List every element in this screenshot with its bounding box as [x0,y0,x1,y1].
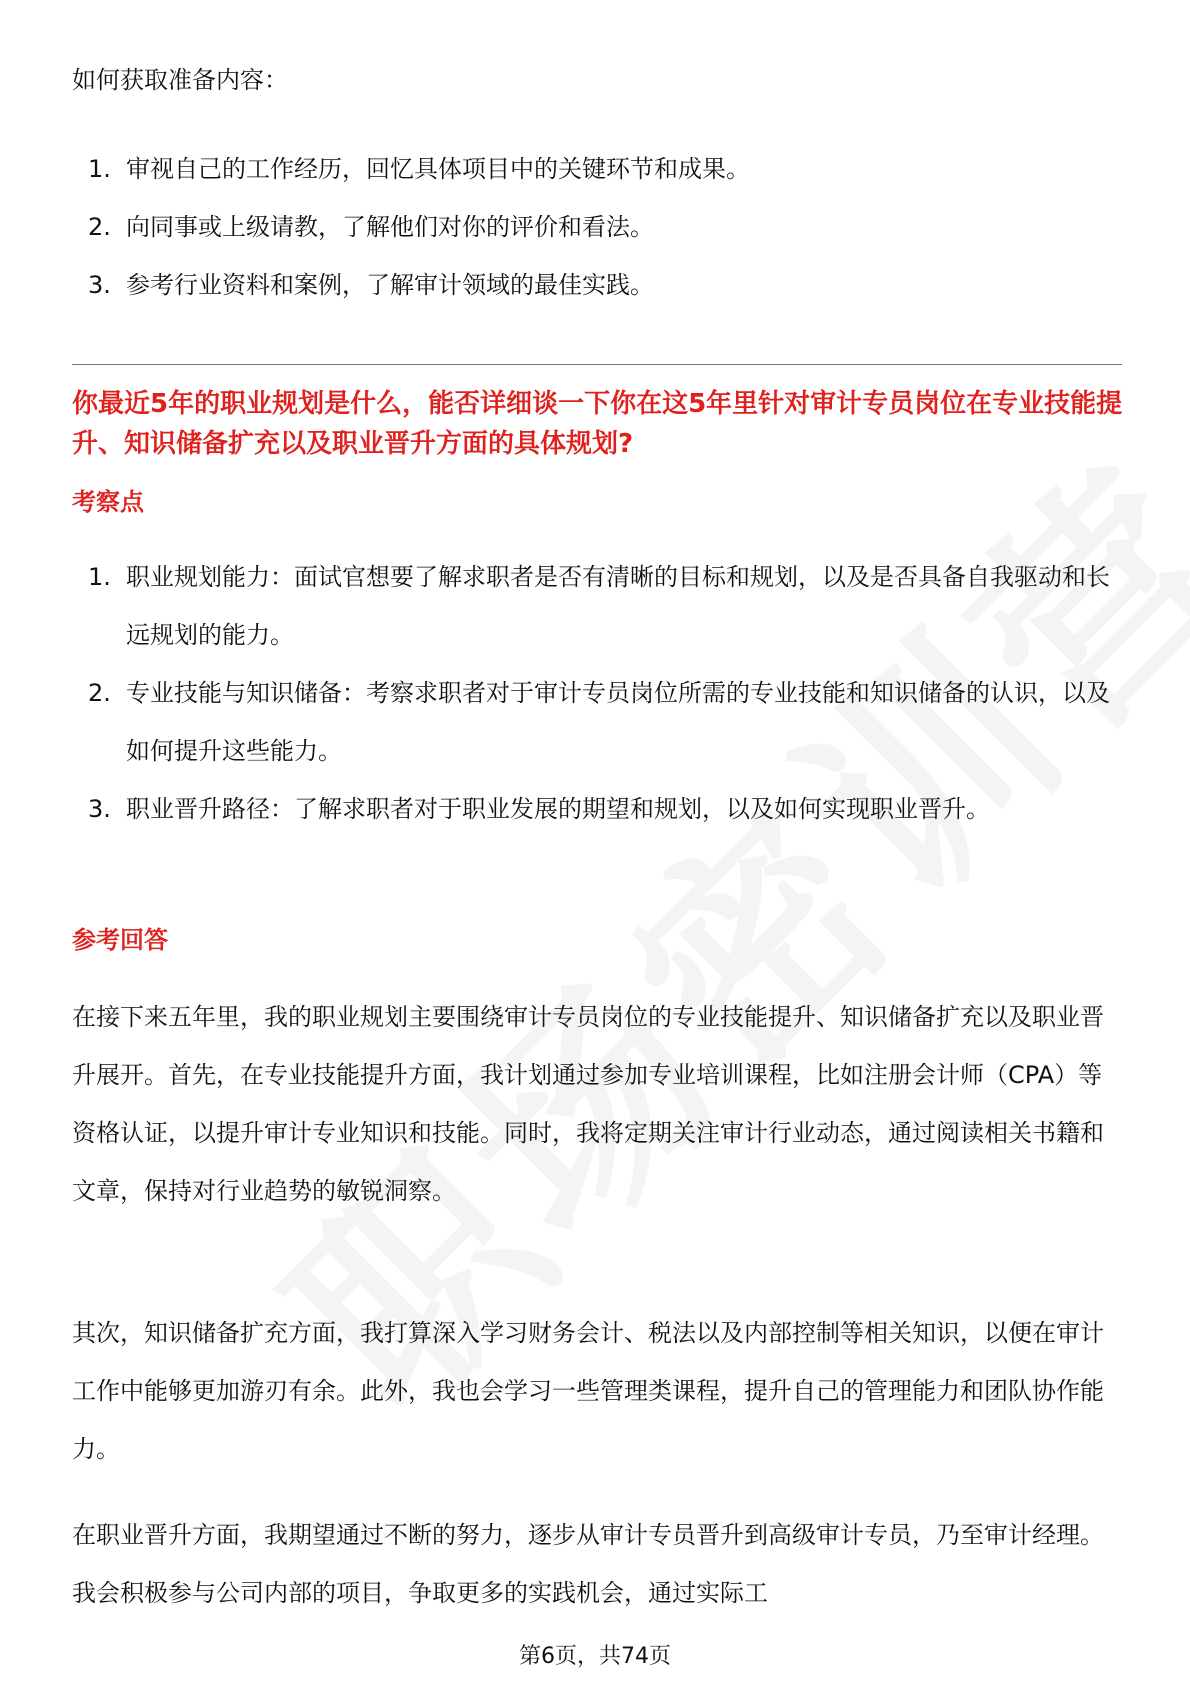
list-item [72,198,1122,256]
list-item [72,140,1122,198]
list-item-text: 向同事或上级请教，了解他们对你的评价和看法。 [126,213,654,241]
list-number: 2. [88,213,111,241]
list-item [72,548,1122,664]
list-item [72,256,1122,314]
list-item-text: 职业规划能力：面试官想要了解求职者是否有清晰的目标和规划，以及是否具备自我驱动和长远规划的能力。 [126,563,1110,649]
assessment-points-title: 考察点 [72,488,144,516]
list-item-text: 审视自己的工作经历，回忆具体项目中的关键环节和成果。 [126,155,750,183]
reference-answer-title: 参考回答 [72,926,168,954]
list-number: 2. [88,679,111,707]
list-number: 3. [88,271,111,299]
answer-paragraph: 在职业晋升方面，我期望通过不断的努力，逐步从审计专员晋升到高级审计专员，乃至审计经理。我会积极参与公司内部的项目，争取更多的实践机会，通过实际工 [72,1521,1104,1607]
section-divider [72,364,1122,365]
list-number: 1. [88,563,111,591]
question-heading: 你最近5年的职业规划是什么，能否详细谈一下你在这5年里针对审计专员岗位在专业技能提升、知识储备扩充以及职业晋升方面的具体规划? [72,389,1123,459]
answer-paragraph: 其次，知识储备扩充方面，我打算深入学习财务会计、税法以及内部控制等相关知识，以便在审计工作中能够更加游刃有余。此外，我也会学习一些管理类课程，提升自己的管理能力和团队协作能力。 [72,1319,1104,1463]
intro-text: 如何获取准备内容： [72,66,288,94]
assessment-points-list [72,548,1122,838]
list-item [72,780,1122,838]
preparation-list [72,140,1122,314]
list-item-text: 职业晋升路径：了解求职者对于职业发展的期望和规划，以及如何实现职业晋升。 [126,795,990,823]
list-item-text: 参考行业资料和案例，了解审计领域的最佳实践。 [126,271,654,299]
page-footer: 第6页，共74页 [519,1644,671,1669]
list-number: 3. [88,795,111,823]
list-number: 1. [88,155,111,183]
list-item [72,664,1122,780]
answer-paragraph: 在接下来五年里，我的职业规划主要围绕审计专员岗位的专业技能提升、知识储备扩充以及职业晋升展开。首先，在专业技能提升方面，我计划通过参加专业培训课程，比如注册会计师（CPA）等资格认证，以提升审计专业知识和技能。同时，我将定期关注审计行业动态，通过阅读相关书籍和文章，保持对行业趋势的敏锐洞察。 [72,1003,1104,1205]
list-item-text: 专业技能与知识储备：考察求职者对于审计专员岗位所需的专业技能和知识储备的认识，以及如何提升这些能力。 [126,679,1110,765]
